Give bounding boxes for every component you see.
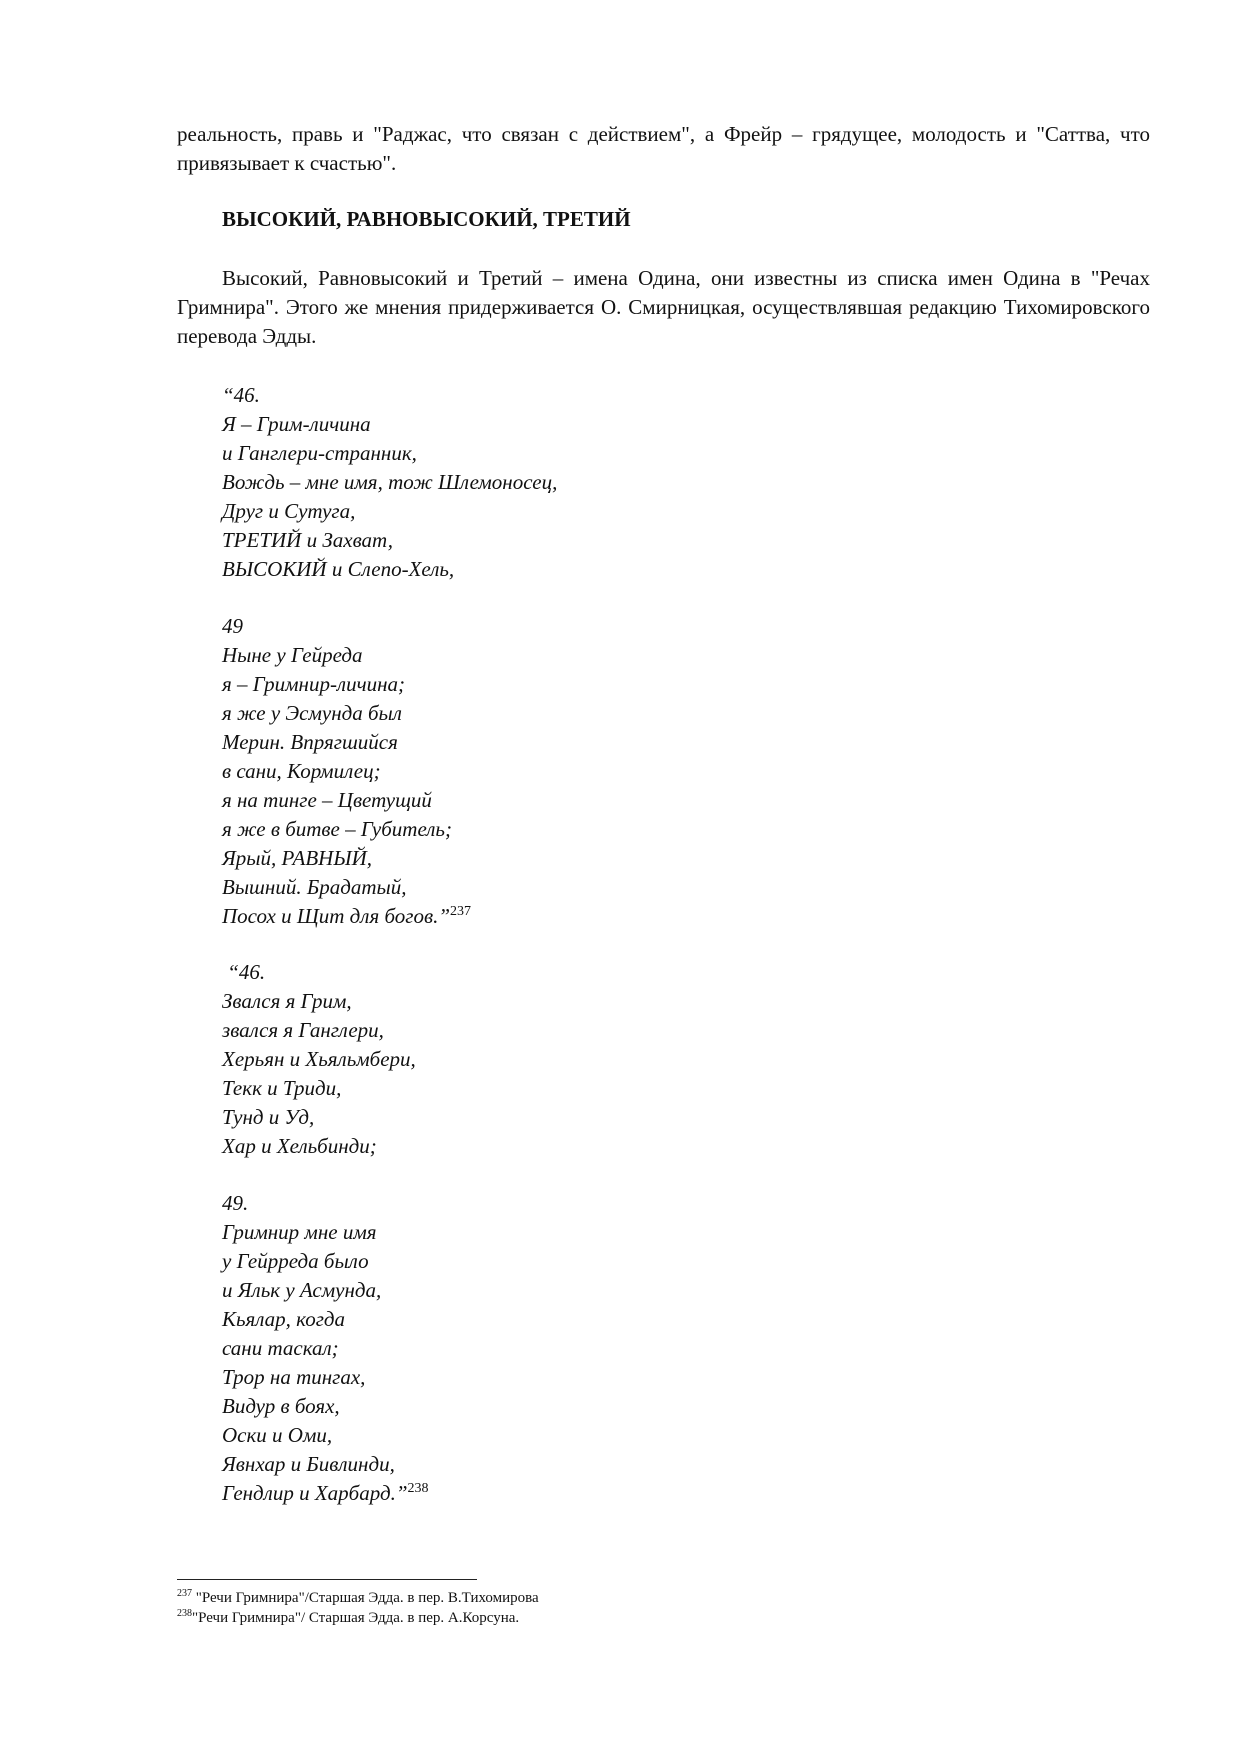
footnote-text: "Речи Гримнира"/ Старшая Эдда. в пер. А.Корсуна. — [192, 1610, 520, 1626]
poem-line: у Гейрреда было — [222, 1249, 369, 1273]
poem-line: Гримнир мне имя — [222, 1220, 377, 1244]
poem-line: Хар и Хельбинди; — [222, 1134, 377, 1158]
poem-line-last — [222, 902, 471, 931]
footnote-number: 237 — [177, 1588, 192, 1599]
poem-stanza-49-korsun — [222, 1189, 429, 1508]
section-heading: ВЫСОКИЙ, РАВНОВЫСОКИЙ, ТРЕТИЙ — [222, 207, 631, 231]
poem-line: Ныне у Гейреда — [222, 643, 363, 667]
poem-line: Вышний. Брадатый, — [222, 875, 407, 899]
poem-line: я на тинге – Цветущий — [222, 788, 432, 812]
poem-line: Ярый, РАВНЫЙ, — [222, 846, 373, 870]
footnote-text: "Речи Гримнира"/Старшая Эдда. в пер. В.Тихомирова — [192, 1590, 539, 1606]
poem-line: Оски и Оми, — [222, 1423, 333, 1447]
poem-line: Трор на тингах, — [222, 1365, 366, 1389]
poem-line: сани таскал; — [222, 1336, 339, 1360]
poem-line: Тунд и Уд, — [222, 1105, 315, 1129]
poem-line: Кьялар, когда — [222, 1307, 346, 1331]
footnote-reference[interactable]: 237 — [450, 904, 471, 919]
poem-line: Звался я Грим, — [222, 989, 352, 1013]
poem-line: “46. — [222, 960, 266, 984]
poem-line-last — [222, 1479, 429, 1508]
poem-line: Я – Грим-личина — [222, 412, 371, 436]
poem-line: я же у Эсмунда был — [222, 701, 402, 725]
poem-line: Явнхар и Бивлинди, — [222, 1452, 395, 1476]
poem-line: в сани, Кормилец; — [222, 759, 381, 783]
poem-line: Видур в боях, — [222, 1394, 340, 1418]
intro-paragraph: реальность, правь и "Раджас, что связан с действием", а Фрейр – грядущее, молодость и "Саттва, что привязывает к счастью". — [177, 122, 1150, 175]
poem-line: и Яльк у Асмунда, — [222, 1278, 382, 1302]
poem-stanza-49-tikhomirov — [222, 612, 471, 931]
footnote-reference[interactable]: 238 — [407, 1481, 429, 1496]
poem-line-text: Посох и Щит для богов.” — [222, 904, 450, 928]
footnotes — [177, 1588, 539, 1628]
poem-stanza-46-tikhomirov — [222, 381, 557, 584]
poem-line: звался я Ганглери, — [222, 1018, 384, 1042]
footnote-number: 238 — [177, 1608, 192, 1619]
poem-line: я же в битве – Губитель; — [222, 817, 452, 841]
footnote-divider — [177, 1579, 477, 1580]
footnote-237 — [177, 1588, 539, 1608]
poem-line: я – Гримнир-личина; — [222, 672, 406, 696]
footnote-238 — [177, 1608, 539, 1628]
body-paragraph: Высокий, Равновысокий и Третий – имена Одина, они известны из списка имен Одина в "Речах Гримнира". Этого же мнения придерживается О. Смирницкая, осуществлявшая редакцию Тихомировского перевода Эдды. — [177, 266, 1150, 348]
poem-stanza-46-korsun — [222, 958, 416, 1161]
poem-line: “46. — [222, 383, 260, 407]
poem-line: ВЫСОКИЙ и Слепо-Хель, — [222, 557, 455, 581]
poem-line: 49. — [222, 1191, 249, 1215]
poem-line-text: Гендлир и Харбард.” — [222, 1481, 408, 1505]
poem-line: 49 — [222, 614, 243, 638]
poem-line: ТРЕТИЙ и Захват, — [222, 528, 393, 552]
poem-line: и Ганглери-странник, — [222, 441, 417, 465]
poem-line: Вождь – мне имя, тож Шлемоносец, — [222, 470, 558, 494]
poem-line: Херьян и Хьяльмбери, — [222, 1047, 416, 1071]
poem-line: Друг и Сутуга, — [222, 499, 356, 523]
poem-line: Текк и Триди, — [222, 1076, 342, 1100]
poem-line: Мерин. Впрягшийся — [222, 730, 398, 754]
